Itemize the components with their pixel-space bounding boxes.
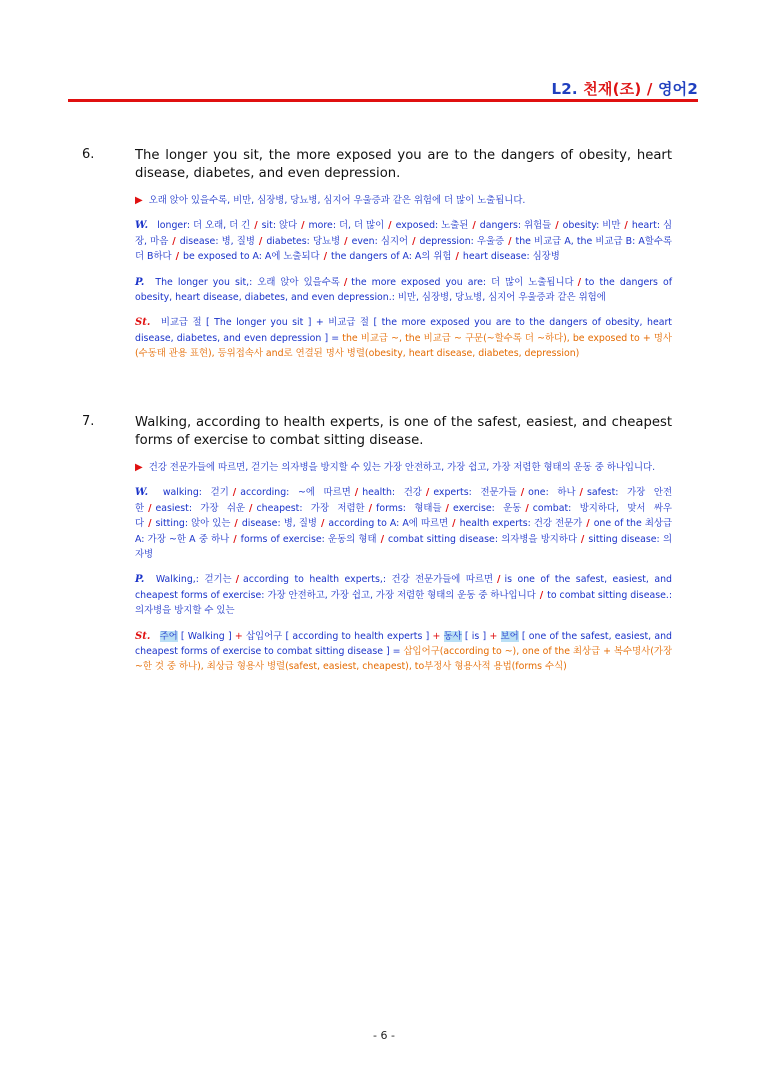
word: forms: 형태들 — [376, 502, 442, 514]
phrase: to combat sitting disease.: 의자병을 방지할 수 있는 — [135, 589, 672, 617]
publisher-label: 천재(조) — [583, 80, 642, 98]
triangle-arrow-icon: ▶ — [135, 195, 143, 206]
word: easiest: 가장 쉬운 — [155, 502, 246, 514]
st-tag-icon: St. — [135, 317, 151, 329]
word: heart disease: 심장병 — [462, 251, 560, 263]
structure-analysis — [135, 315, 672, 361]
lesson-label: L2. — [551, 80, 578, 98]
phrase: The longer you sit,: 오래 앉아 있을수록 — [155, 276, 340, 288]
word: combat: 방지하다, 맞서 싸우다 — [135, 502, 672, 530]
question-item-6 — [82, 147, 672, 362]
subject-label: 주어 — [159, 630, 178, 642]
plus-sign: + — [432, 630, 441, 642]
verb-label: 동사 — [443, 630, 462, 642]
phrase: is one of the safest, easiest, and cheapest forms of exercise: 가장 안전하고, 가장 쉽고, 가장 저렴한 형태의 운동 중 하나입니다 — [135, 574, 672, 601]
subject-label: 영어2 — [657, 80, 698, 98]
word: disease: 병, 질병 — [241, 518, 317, 530]
word-list: W. longer: 더 오래, 더 긴 / sit: 앉다 / more: 더, 더 많이 / exposed: 노출된 / dangers: 위험들 / obesity: 비만 / heart: 심장, 마음 / disease: 병, 질병 / diabetes: 당뇨병 / even: 심지어 / depression: 우울증 / the 비교급 A, the 비교급 B: A할수록 더 B하다 / be exposed to A: A에 노출되다 / the dangers of A: A의 위험 / heart disease: 심장병 — [135, 220, 673, 263]
word-list: W. walking: 걷기 / according: ~에 따르면 / health: 건강 / experts: 전문가들 / one: 하나 / safest: 가장 안전한 / easiest: 가장 쉬운 / cheapest: 가장 저렴한 / forms: 형태들 / exercise: 운동 / combat: 방지하다, 맞서 싸우다 / sitting: 앉아 있는 / disease: 병, 질병 / according to A: A에 따르면 / health experts: 건강 전문가 / one of the 최상급 A: 가장 ~한 A 중 하나 / forms of exercise: 운동의 형태 / combat sitting disease: 의자병을 방지하다 / sitting disease: 의자병 — [135, 487, 673, 561]
word: one of the 최상급 A: 가장 ~한 A 중 하나 — [135, 518, 672, 545]
complement-label: 보어 — [500, 630, 519, 642]
item-number: 7. — [82, 414, 95, 429]
word: walking: 걷기 — [162, 487, 229, 499]
korean-translation: ▶ 건강 전문가들에 따르면, 걷기는 의자병을 방지할 수 있는 가장 안전하고, 가장 쉽고, 가장 저렴한 형태의 운동 중 하나입니다. — [135, 462, 656, 473]
word: sit: 앉다 — [261, 220, 298, 232]
plus-sign: + — [489, 630, 498, 642]
page-number: - 6 - — [373, 1029, 395, 1042]
word: be exposed to A: A에 노출되다 — [183, 251, 320, 263]
word: disease: 병, 질병 — [179, 235, 255, 247]
insert-body: [ according to health experts ] — [285, 630, 430, 642]
w-tag-icon: W. — [135, 487, 149, 499]
insert-label: 삽입어구 — [245, 630, 283, 642]
word: the dangers of A: A의 위험 — [331, 251, 452, 263]
structure-explanation: 삽입어구(according to ~), one of the 최상급 + 복수명사(가장 ~한 것 중 하나), 최상급 형용사 병렬(safest, easiest, cheapest), to부정사 형용사적 용법(forms 수식) — [135, 646, 672, 673]
word: cheapest: 가장 저렴한 — [256, 502, 365, 514]
verb-body: [ is ] — [464, 630, 487, 642]
english-sentence: The longer you sit, the more exposed you are to the dangers of obesity, heart disease, diabetes, and even depression. — [135, 148, 672, 181]
triangle-arrow-icon: ▶ — [135, 462, 143, 473]
word: more: 더, 더 많이 — [308, 220, 385, 232]
phrase-list: P. The longer you sit,: 오래 앉아 있을수록 / the more exposed you are: 더 많이 노출됩니다 / to the dangers of obesity, heart disease, diabetes, and even depression.: 비만, 심장병, 당뇨병, 심지어 우울증과 같은 위험에 — [135, 276, 673, 304]
word: obesity: 비만 — [562, 220, 621, 232]
phrase: Walking,: 걷기는 — [155, 574, 232, 586]
phrase: to the dangers of obesity, heart disease, diabetes, and even depression.: 비만, 심장병, 당뇨병, 심지어 우울증과 같은 위험에 — [135, 276, 673, 304]
word: exposed: 노출된 — [395, 220, 469, 232]
question-item-7 — [82, 414, 672, 675]
plus-sign: + — [234, 630, 243, 642]
word: exercise: 운동 — [452, 502, 522, 514]
word: according to A: A에 따르면 — [328, 518, 449, 530]
word: one: 하나 — [528, 487, 576, 499]
p-tag-icon: P. — [135, 276, 145, 288]
word: diabetes: 당뇨병 — [266, 235, 341, 247]
word: health: 건강 — [362, 487, 422, 499]
header-rule — [68, 99, 698, 102]
subject-body: [ Walking ] — [180, 630, 232, 642]
word: health experts: 건강 전문가 — [459, 518, 583, 530]
word: sitting disease: 의자병 — [135, 533, 673, 561]
word: combat sitting disease: 의자병을 방지하다 — [388, 533, 577, 545]
item-number: 6. — [82, 147, 95, 162]
word: sitting: 앉아 있는 — [155, 518, 231, 530]
word: according: ~에 따르면 — [240, 487, 351, 499]
structure-formula: 비교급 절 [ The longer you sit ] + 비교급 절 [ the more exposed you are to the dangers of obesity, heart disease, diabetes, and even depression ] = — [135, 317, 672, 344]
word: forms of exercise: 운동의 형태 — [240, 533, 377, 545]
structure-analysis — [135, 629, 672, 675]
page-header — [551, 78, 698, 99]
phrase-list: P. Walking,: 걷기는 / according to health experts,: 건강 전문가들에 따르면 / is one of the safest, easiest, and cheapest forms of exercise: 가장 안전하고, 가장 쉽고, 가장 저렴한 형태의 운동 중 하나입니다 / to combat sitting disease.: 의자병을 방지할 수 있는 — [135, 574, 672, 617]
word: the 비교급 A, the 비교급 B: A할수록 더 B하다 — [135, 235, 672, 263]
word: even: 심지어 — [351, 235, 409, 247]
w-tag-icon: W. — [135, 220, 149, 232]
phrase: according to health experts,: 건강 전문가들에 따르면 — [243, 574, 494, 586]
word: depression: 우울증 — [419, 235, 505, 247]
korean-translation: ▶ 오래 앉아 있을수록, 비만, 심장병, 당뇨병, 심지어 우울증과 같은 위험에 더 많이 노출됩니다. — [135, 195, 526, 206]
word: heart: 심장, 마음 — [135, 220, 673, 247]
structure-explanation: the 비교급 ~, the 비교급 ~ 구문(~할수록 더 ~하다), be exposed to + 명사(수동태 관용 표현), 등위접속사 and로 연결된 명사 병렬(obesity, heart disease, diabetes, depression) — [135, 332, 672, 360]
p-tag-icon: P. — [135, 574, 145, 586]
word: safest: 가장 안전한 — [135, 487, 673, 514]
header-separator: / — [646, 80, 653, 98]
word: dangers: 위험들 — [479, 220, 552, 232]
st-tag-icon: St. — [135, 630, 151, 642]
word: experts: 전문가들 — [433, 487, 517, 499]
phrase: the more exposed you are: 더 많이 노출됩니다 — [351, 276, 574, 288]
word: longer: 더 오래, 더 긴 — [157, 220, 251, 232]
complement-body: [ one of the safest, easiest, and cheapest forms of exercise to combat sitting disease ] = — [135, 630, 672, 658]
english-sentence: Walking, according to health experts, is one of the safest, easiest, and cheapest forms of exercise to combat sitting disease. — [135, 415, 672, 448]
